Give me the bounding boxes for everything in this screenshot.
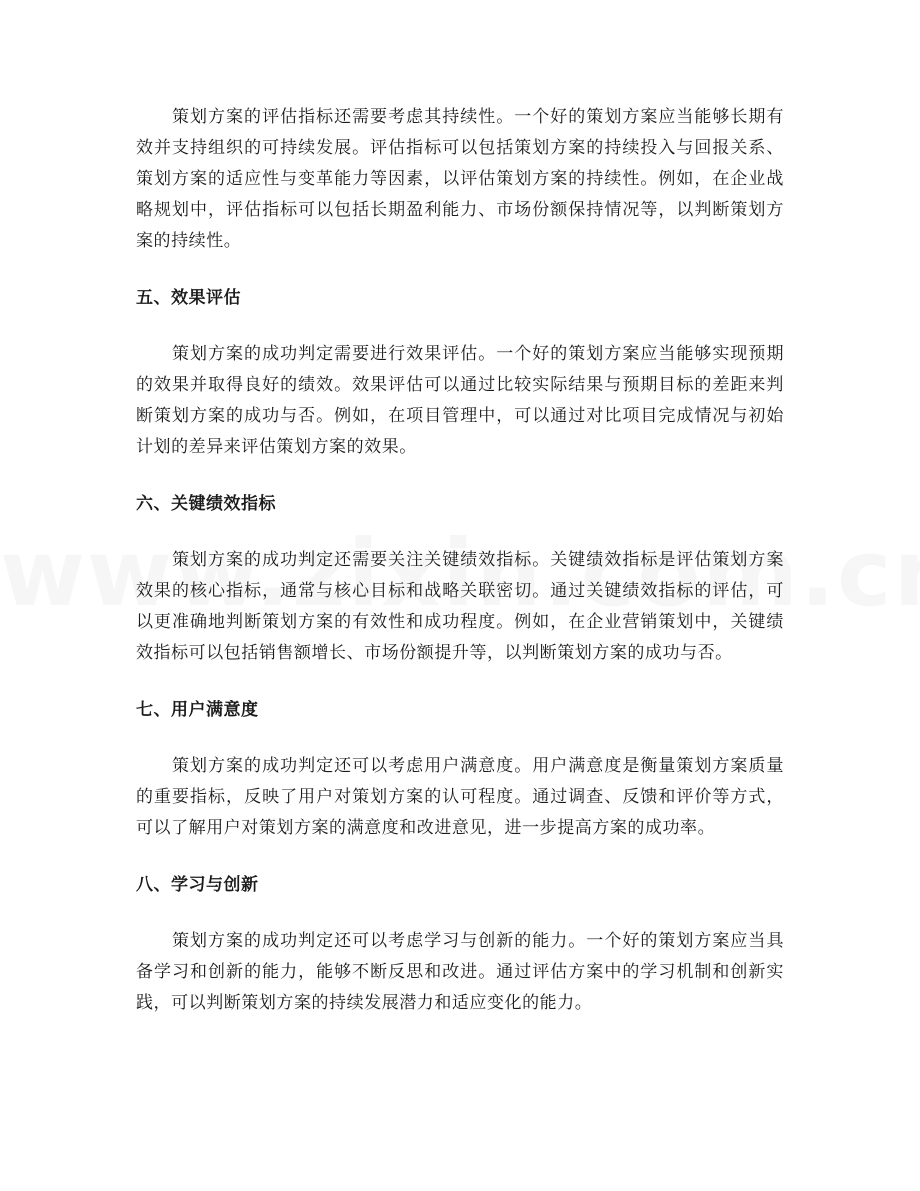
section-paragraph-kpi: 策划方案的成功判定还需要关注关键绩效指标。关键绩效指标是评估策划方案效果的核心指标，通常与核心目标和战略关联密切。通过关键绩效指标的评估，可以更准确地判断策划方案的有效性和成功程度。例如，在企业营销策划中，关键绩效指标可以包括销售额增长、市场份额提升等，以判断策划方案的成功与否。 [136, 550, 784, 663]
intro-paragraph: 策划方案的评估指标还需要考虑其持续性。一个好的策划方案应当能够长期有效并支持组织的可持续发展。评估指标可以包括策划方案的持续投入与回报关系、策划方案的适应性与变革能力等因素，以评估策划方案的持续性。例如，在企业战略规划中，评估指标可以包括长期盈利能力、市场份额保持情况等，以判断策划方案的持续性。 [136, 107, 784, 251]
section-paragraph-learning-innovation: 策划方案的成功判定还可以考虑学习与创新的能力。一个好的策划方案应当具备学习和创新的能力，能够不断反思和改进。通过评估方案中的学习机制和创新实践，可以判断策划方案的持续发展潜力和适应变化的能力。 [136, 931, 784, 1013]
section-heading-user-satisfaction: 七、用户满意度 [136, 700, 259, 720]
section-heading-learning-innovation: 八、学习与创新 [136, 875, 259, 895]
document-body [136, 102, 784, 1019]
section-heading-kpi: 六、关键绩效指标 [136, 494, 276, 514]
section-heading-effect-evaluation: 五、效果评估 [136, 288, 241, 308]
section-paragraph-user-satisfaction: 策划方案的成功判定还可以考虑用户满意度。用户满意度是衡量策划方案质量的重要指标，反映了用户对策划方案的认可程度。通过调查、反馈和评价等方式，可以了解用户对策划方案的满意度和改进意见，进一步提高方案的成功率。 [136, 756, 784, 838]
section-paragraph-effect-evaluation: 策划方案的成功判定需要进行效果评估。一个好的策划方案应当能够实现预期的效果并取得良好的绩效。效果评估可以通过比较实际结果与预期目标的差距来判断策划方案的成功与否。例如，在项目管理中，可以通过对比项目完成情况与初始计划的差异来评估策划方案的效果。 [136, 344, 784, 457]
